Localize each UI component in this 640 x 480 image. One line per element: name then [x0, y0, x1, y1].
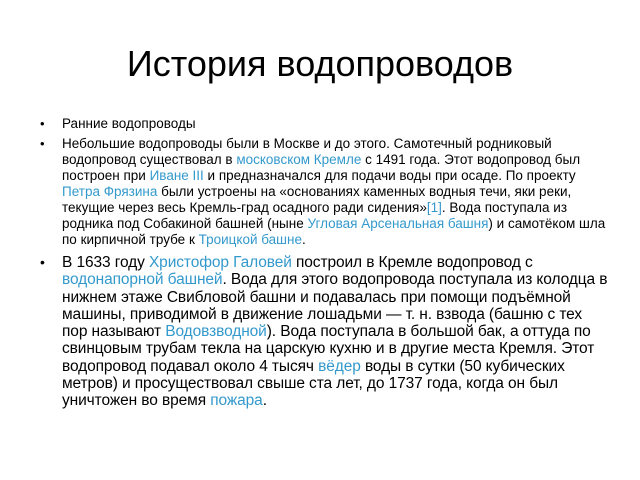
inline-link[interactable]: Водовзводной	[165, 323, 267, 341]
text-run: Небольшие водопроводы были в Москве и до этого. Самотечный родниковый водопровод существовал в	[62, 136, 552, 167]
inline-link[interactable]: [1]	[426, 200, 442, 215]
text-run: ). Вода поступала в большой бак, а оттуда по свинцовым трубам текла на царскую кухню и в другие места Кремля. Этот водопровод подавал около 4 тысяч	[62, 323, 595, 375]
text-run: были устроены на «основаниях каменных водныя течи, яки реки, текущие через весь Кремль-град осадного ради сидения»	[62, 184, 572, 215]
inline-link[interactable]: Троицкой башне	[198, 232, 302, 247]
bullet-marker: •	[40, 116, 45, 131]
text-run: построил в Кремле водопровод с	[291, 254, 533, 271]
inline-link[interactable]: Угловая Арсенальная башня	[307, 216, 489, 231]
inline-link[interactable]: Петра Фрязина	[62, 184, 158, 199]
inline-link[interactable]: Христофор Галовей	[148, 254, 292, 271]
text-run: воды в сутки (50 кубических метров) и просуществовал свыше ста лет, до 1737 года, когда он был уничтожен во время	[62, 357, 565, 410]
inline-link[interactable]: водонапорной башней	[62, 271, 223, 289]
bullet-list	[40, 116, 610, 410]
bullet-item-early-water-supply	[40, 116, 610, 132]
inline-link[interactable]: вёдер	[318, 357, 361, 375]
text-run: .	[301, 232, 306, 247]
bullet-marker: •	[40, 254, 45, 270]
text-run: . Вода поступала из родника под Собакиной башней (ныне	[62, 200, 568, 231]
bullet-text	[62, 136, 610, 248]
text-run: В 1633 году	[62, 254, 149, 271]
slide-title: История водопроводов	[126, 43, 514, 84]
bullet-marker: •	[40, 136, 45, 151]
inline-link[interactable]: московском Кремле	[236, 152, 362, 167]
text-run: ) и самотёком шла по кирпичной трубе к	[62, 216, 606, 247]
text-run: .	[262, 392, 267, 410]
inline-link[interactable]: Иване III	[149, 168, 204, 183]
bullet-item-kremlin-gravity-system	[40, 136, 610, 248]
text-run: с 1491 года. Этот водопровод был построен при	[62, 152, 581, 183]
bullet-text	[62, 116, 610, 132]
text-run: и предназначался для подачи воды при осаде. По проекту	[203, 168, 576, 183]
bullet-text	[62, 254, 610, 410]
text-run: Ранние водопроводы	[62, 116, 196, 131]
text-run: . Вода для этого водопровода поступала из колодца в нижнем этаже Свибловой башни и подавалась при помощи подъёмной машины, приводимой в движение лошадьми — т. н. взвода (башню с тех пор называют	[62, 271, 608, 341]
bullet-item-galovey-1633	[40, 254, 610, 410]
inline-link[interactable]: пожара	[210, 392, 263, 410]
